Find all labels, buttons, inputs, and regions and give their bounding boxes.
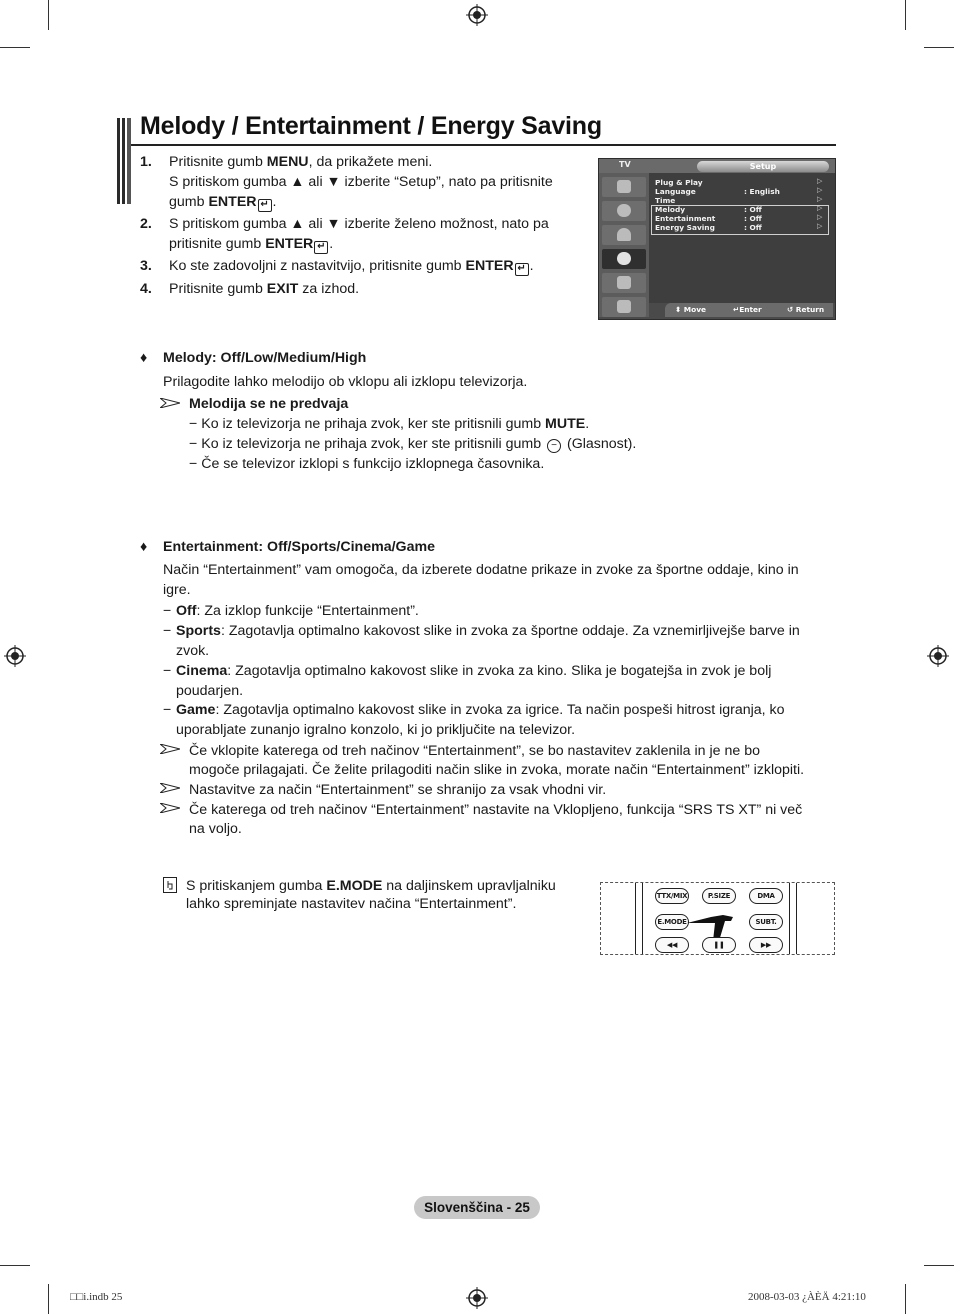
button-name: ENTER xyxy=(208,194,257,210)
option-game-cont: uporabljate zunanjo igralno konzolo, ki jo priključite na televizor. xyxy=(176,722,576,738)
melody-description: Prilagodite lahko melodijo ob vklopu ali izklopu televizorja. xyxy=(163,374,528,390)
tv-footer-move: ⬍ Move xyxy=(675,305,707,314)
entertainment-note-cont: mogoče prilagajati. Če želite prilagoditi način slike in zvoka, morate način “Entertainment” izklopiti. xyxy=(189,762,805,778)
step-text: . xyxy=(272,194,277,210)
registration-mark-icon xyxy=(466,4,488,26)
fast-forward-button[interactable]: ▶▶ xyxy=(749,937,783,953)
remote-note: S pritiskanjem gumba E.MODE na daljinskem upravljalniku xyxy=(186,878,556,894)
entertainment-note: Če vklopite katerega od treh načinov “Entertainment”, se bo nastavitev zaklenila in je ne bo xyxy=(189,743,760,759)
step-text: S pritiskom gumba ▲ ali ▼ izberite želeno možnost, nato pa xyxy=(169,216,549,232)
sound-menu-icon xyxy=(602,201,646,221)
rewind-button[interactable]: ◀◀ xyxy=(655,937,689,953)
melody-note-item: − Ko iz televizorja ne prihaja zvok, ker ste pritisnili gumb − (Glasnost). xyxy=(189,436,637,452)
title-rule xyxy=(131,144,836,146)
option-dash: − xyxy=(163,663,172,679)
step-text: . xyxy=(529,258,534,274)
remote-note-cont: lahko spreminjate nastavitev načina “Entertainment”. xyxy=(186,896,517,912)
crop-mark xyxy=(48,1284,49,1314)
melody-heading: Melody: Off/Low/Medium/High xyxy=(163,350,367,366)
melody-note-item: − Če se televizor izklopi s funkcijo izklopnega časovnika. xyxy=(189,456,545,472)
crop-mark xyxy=(0,47,30,48)
entertainment-note: Nastavitve za način “Entertainment” se shranijo za vsak vhodni vir. xyxy=(189,782,607,798)
crop-mark xyxy=(48,0,49,30)
option-cinema-cont: poudarjen. xyxy=(176,683,244,699)
enter-icon: ↵ xyxy=(515,263,529,276)
registration-mark-icon xyxy=(466,1287,488,1309)
step-text: za izhod. xyxy=(298,281,360,297)
remote-body-edge xyxy=(635,882,643,955)
step-number: 2. xyxy=(140,216,152,232)
option-game: Game: Zagotavlja optimalno kakovost slike in zvoka za igrice. Ta način pospeši hitrost igranja, ko xyxy=(176,702,785,718)
crop-mark xyxy=(924,47,954,48)
step-text: S pritiskom gumba ▲ ali ▼ izberite “Setup”, nato pa pritisnite xyxy=(169,174,553,190)
note-arrow-icon xyxy=(160,744,180,754)
tv-setup-menu xyxy=(598,158,836,320)
ttx-mix-button[interactable]: TTX/MIX xyxy=(655,888,689,904)
step-text: Ko ste zadovoljni z nastavitvijo, pritisnite gumb xyxy=(169,258,466,274)
remote-hint-icon xyxy=(163,877,177,893)
step-number: 4. xyxy=(140,281,152,297)
tv-menu-row: Entertainment : Off xyxy=(655,214,762,223)
volume-minus-icon: − xyxy=(547,439,561,453)
tv-menu-list xyxy=(649,173,835,303)
e-mode-button[interactable]: E.MODE xyxy=(655,914,689,930)
option-dash: − xyxy=(163,603,172,619)
melody-note-item: − Ko iz televizorja ne prihaja zvok, ker ste pritisnili gumb MUTE. xyxy=(189,416,590,432)
entertainment-bullet: ♦ xyxy=(140,539,148,555)
registration-mark-icon xyxy=(4,645,26,667)
crop-mark xyxy=(905,1284,906,1314)
note-arrow-icon xyxy=(160,398,180,408)
tv-menu-row: Energy Saving : Off xyxy=(655,223,762,232)
tv-menu-sidebar xyxy=(599,173,649,317)
step-text: Pritisnite gumb xyxy=(169,154,267,170)
tv-menu-arrows-icon: ▷ ▷ ▷ ▷ ▷ ▷ xyxy=(817,177,823,230)
dma-button[interactable]: DMA xyxy=(749,888,783,904)
tv-menu-row: Time xyxy=(655,196,676,205)
entertainment-description: igre. xyxy=(163,582,191,598)
enter-icon: ↵ xyxy=(314,241,328,254)
option-dash: − xyxy=(163,623,172,639)
application-menu-icon xyxy=(602,297,646,317)
remote-control-illustration xyxy=(600,882,835,955)
crop-mark xyxy=(905,0,906,30)
step-number: 1. xyxy=(140,154,152,170)
button-name: MENU xyxy=(266,154,309,170)
subt-button[interactable]: SUBT. xyxy=(749,914,783,930)
remote-body-edge xyxy=(789,882,797,955)
registration-mark-icon xyxy=(927,645,949,667)
tv-source-label: TV xyxy=(619,160,631,169)
option-sports-cont: zvok. xyxy=(176,643,210,659)
button-name: EXIT xyxy=(266,281,299,297)
step-text: . xyxy=(329,236,334,252)
step-text: , da prikažete meni. xyxy=(308,154,433,170)
button-name: ENTER xyxy=(265,236,314,252)
melody-bullet: ♦ xyxy=(140,350,148,366)
option-dash: − xyxy=(163,702,172,718)
page-title: Melody / Entertainment / Energy Saving xyxy=(140,112,602,140)
step-number: 3. xyxy=(140,258,152,274)
tv-footer-return: ↺ Return xyxy=(787,305,825,314)
tv-menu-row: Plug & Play xyxy=(655,178,703,187)
tv-menu-row: Language : English xyxy=(655,187,780,196)
entertainment-description: Način “Entertainment” vam omogoča, da izberete dodatne prikaze in zvoke za športne oddaje, kino in xyxy=(163,562,799,578)
picture-menu-icon xyxy=(602,177,646,197)
pause-button[interactable]: ❚❚ xyxy=(702,937,736,953)
p-size-button[interactable]: P.SIZE xyxy=(702,888,736,904)
tv-menu-header: Setup xyxy=(697,161,829,172)
print-slug-right: 2008-03-03 ¿ÀÈÄ 4:21:10 xyxy=(748,1291,866,1303)
enter-icon: ↵ xyxy=(258,199,272,212)
entertainment-note: Če katerega od treh načinov “Entertainment” nastavite na Vklopljeno, funkcija “SRS TS XT” ni več xyxy=(189,802,803,818)
entertainment-heading: Entertainment: Off/Sports/Cinema/Game xyxy=(163,539,435,555)
tv-menu-footer xyxy=(665,303,833,317)
channel-menu-icon xyxy=(602,225,646,245)
option-off: Off: Za izklop funkcije “Entertainment”. xyxy=(176,603,419,619)
button-name: ENTER xyxy=(465,258,514,274)
step-text: pritisnite gumb xyxy=(169,236,266,252)
entertainment-note-cont: na voljo. xyxy=(189,821,242,837)
input-menu-icon xyxy=(602,273,646,293)
note-arrow-icon xyxy=(160,783,180,793)
note-arrow-icon xyxy=(160,803,180,813)
tv-menu-highlight xyxy=(651,205,829,235)
crop-mark xyxy=(924,1265,954,1266)
setup-menu-icon xyxy=(602,249,646,269)
tv-menu-row: Melody : Off xyxy=(655,205,762,214)
step-text: gumb xyxy=(169,194,209,210)
tv-footer-enter: ↵Enter xyxy=(733,305,762,314)
option-cinema: Cinema: Zagotavlja optimalno kakovost slike in zvoka za kino. Slika je bogatejša in zvok je bolj xyxy=(176,663,772,679)
page-number-badge: Slovenščina - 25 xyxy=(414,1196,540,1219)
crop-mark xyxy=(0,1265,30,1266)
print-slug-left: □□i.indb 25 xyxy=(70,1291,123,1303)
step-text: Pritisnite gumb xyxy=(169,281,267,297)
option-sports: Sports: Zagotavlja optimalno kakovost slike in zvoka za športne oddaje. Za vznemirljivejše barve in xyxy=(176,623,800,639)
title-bar-decoration xyxy=(117,118,131,204)
melody-note-title: Melodija se ne predvaja xyxy=(189,396,349,412)
